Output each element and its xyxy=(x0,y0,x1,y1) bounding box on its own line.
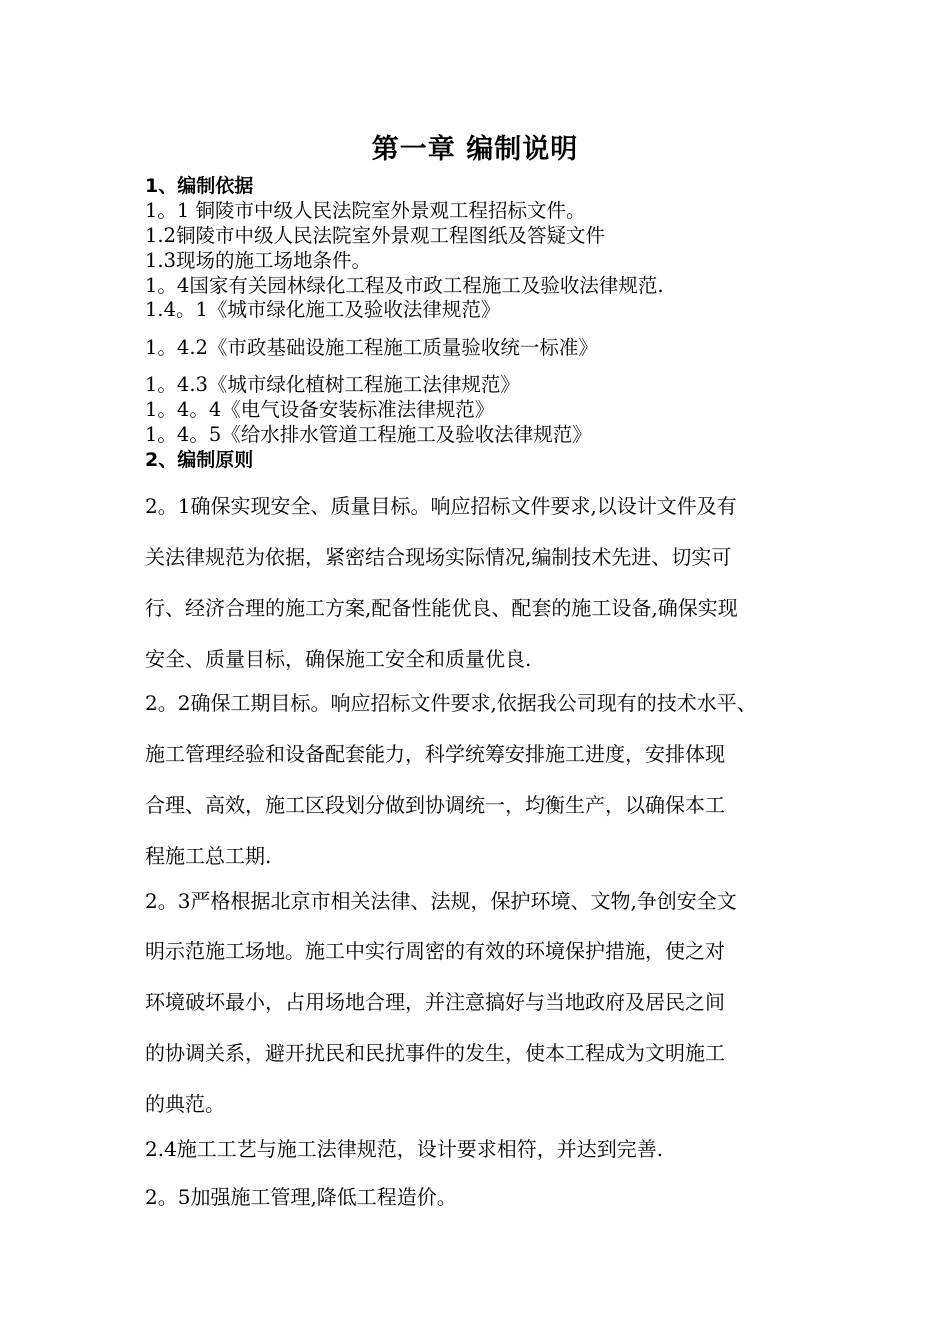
principle-line: 环境破坏最小，占用场地合理，并注意搞好与当地政府及居民之间 xyxy=(145,990,725,1014)
principle-line: 合理、高效，施工区段划分做到协调统一，均衡生产，以确保本工 xyxy=(145,793,725,817)
basis-line: 1。4.2《市政基础设施工程施工质量验收统一标准》 xyxy=(145,336,598,359)
basis-line: 1。4。4《电气设备安装标准法律规范》 xyxy=(145,398,495,421)
principle-line: 关法律规范为依据，紧密结合现场实际情况,编制技术先进、切实可 xyxy=(145,545,732,569)
principle-line: 行、经济合理的施工方案,配备性能优良、配套的施工设备,确保实现 xyxy=(145,596,738,620)
basis-line: 1。1 铜陵市中级人民法院室外景观工程招标文件。 xyxy=(145,199,586,222)
basis-line: 1。4国家有关园林绿化工程及市政工程施工及验收法律规范. xyxy=(145,274,664,297)
basis-line: 1.2铜陵市中级人民法院室外景观工程图纸及答疑文件 xyxy=(145,224,606,247)
basis-line: 1。4。5《给水排水管道工程施工及验收法律规范》 xyxy=(145,423,592,446)
principle-line: 2。5加强施工管理,降低工程造价。 xyxy=(145,1185,457,1209)
principle-line: 的典范。 xyxy=(145,1092,225,1116)
section-heading-principles: 2、编制原则 xyxy=(145,449,254,471)
principle-line: 明示范施工场地。施工中实行周密的有效的环境保护措施，使之对 xyxy=(145,939,725,963)
basis-line: 1.4。1《城市绿化施工及验收法律规范》 xyxy=(145,298,501,321)
principle-line: 2.4施工工艺与施工法律规范，设计要求相符，并达到完善. xyxy=(145,1137,664,1161)
principle-line: 的协调关系，避开扰民和民扰事件的发生，使本工程成为文明施工 xyxy=(145,1041,725,1065)
principle-line: 2。3严格根据北京市相关法律、法规，保护环境、文物,争创安全文 xyxy=(145,889,737,913)
basis-line: 1.3现场的施工场地条件。 xyxy=(145,249,372,272)
chapter-title: 第一章 编制说明 xyxy=(371,134,579,165)
principle-line: 2。2确保工期目标。响应招标文件要求,依据我公司现有的技术水平、 xyxy=(145,691,757,715)
principle-line: 施工管理经验和设备配套能力，科学统筹安排施工进度，安排体现 xyxy=(145,742,725,766)
basis-line: 1。4.3《城市绿化植树工程施工法律规范》 xyxy=(145,373,520,396)
section-heading-basis: 1、编制依据 xyxy=(145,175,254,197)
principle-line: 2。1确保实现安全、质量目标。响应招标文件要求,以设计文件及有 xyxy=(145,494,737,518)
principle-line: 程施工总工期. xyxy=(145,844,272,868)
principle-line: 安全、质量目标，确保施工安全和质量优良. xyxy=(145,647,532,671)
